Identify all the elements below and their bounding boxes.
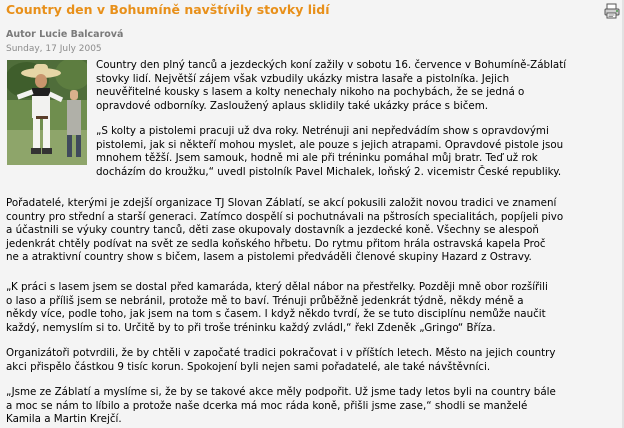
text-line: mnohem těžší. Jsem samouk, hodně mi ale při tréninku pomáhal můj bratr. Teď už rok — [96, 152, 538, 164]
text-line: Organizátoři potvrdili, že by chtěli v započaté tradici pokračovat i v příštích letech. Město na jejich country — [6, 347, 556, 359]
paragraph-3 — [6, 197, 620, 265]
text-line: „S kolty a pistolemi pracuji už dva roky. Netrénuji ani nepředvádím show s opravdovými — [96, 125, 549, 137]
text-line: „Jsme ze Záblatí a myslíme si, že by se takové akce měly podpořit. Už jsme tady letos byli na country bále — [6, 386, 556, 398]
text-line: country pro střední a starší generaci. Zatímco dospělí si pochutnávali na pštrosích specialitách, popíjeli pivo — [6, 210, 564, 223]
paragraph-6 — [6, 386, 620, 427]
text-line: někdy více, podle toho, jak jsem na tom s časem. I když někdo tvrdí, že se tuto disciplínu nemůže naučit — [6, 308, 546, 320]
text-line: a účastnili se výuky country tanců, děti zase okupovaly dostavník a jezdecké koně. Všechny se alespoň — [6, 224, 539, 236]
article-title: Country den v Bohumíně navštívily stovky lidí — [6, 2, 330, 17]
text-line: stovky lidí. Největší zájem však vzbudily ukázky mistra lasaře a pistolníka. Jejich — [96, 72, 510, 85]
text-line: ne a atraktivní country show s bičem, lasem a pistolemi předváděli členové skupiny Hazard z Ostravy. — [6, 251, 532, 263]
text-line: každý, nemyslím si to. Určitě by to při troše tréninku každý zvládl,“ řekl Zdeněk „Gringo“ Bříza. — [6, 321, 496, 334]
text-line: akci přispělo částkou 9 tisíc korun. Spokojení byli nejen sami pořadatelé, ale také návštěvníci. — [6, 360, 491, 373]
text-line: „K práci s lasem jsem se dostal před kamaráda, který dělal nábor na přestřelky. Později mně obor rozšířili — [6, 281, 548, 293]
paragraph-5 — [6, 347, 620, 374]
paragraph-1 — [96, 59, 620, 113]
text-line: Country den plný tanců a jezdeckých koní zažily v sobotu 16. července v Bohumíně-Záblatí — [96, 59, 567, 71]
article-author: Autor Lucie Balcarová — [6, 29, 124, 40]
text-line: pistolemi, jak si někteří mohou myslet, ale pouze s jejich atrapami. Opravdové pistole jsou — [96, 138, 564, 151]
article-date: Sunday, 17 July 2005 — [6, 44, 102, 54]
article-photo — [7, 60, 87, 165]
paragraph-2 — [96, 125, 620, 179]
text-line: opravdové odborníky. Zasloužený aplaus sklidily také ukázky práce s bičem. — [96, 99, 489, 112]
text-line: Kamila a Martin Krejčí. — [6, 413, 122, 425]
text-line: docházím do kroužku,“ uvedl pistolník Pavel Michalek, loňský 2. vicemistr České republiky. — [96, 165, 562, 178]
text-line: neuvěřitelné kousky s lasem a kolty nenechaly nikoho na pochybách, že se jedná o — [96, 86, 525, 98]
text-line: o laso a příliš jsem se nebránil, protože mě to baví. Trénuji průběžně jedenkrát týdně, někdy méně a — [6, 294, 524, 307]
paragraph-4 — [6, 281, 620, 335]
text-line: jedenkrát chtěly podívat na svět ze sedla koňského hřbetu. Do rytmu přitom hrála ostravská kapela Proč — [6, 237, 546, 250]
text-line: a moc se nám to líbilo a protože naše dcerka má moc ráda koně, přišli jsme zase,“ shodli se manželé — [6, 399, 528, 412]
print-icon[interactable] — [604, 3, 620, 19]
text-line: Pořadatelé, kterými je zdejší organizace TJ Slovan Záblatí, se akcí pokusili založit novou tradici ve znamení — [6, 197, 557, 209]
